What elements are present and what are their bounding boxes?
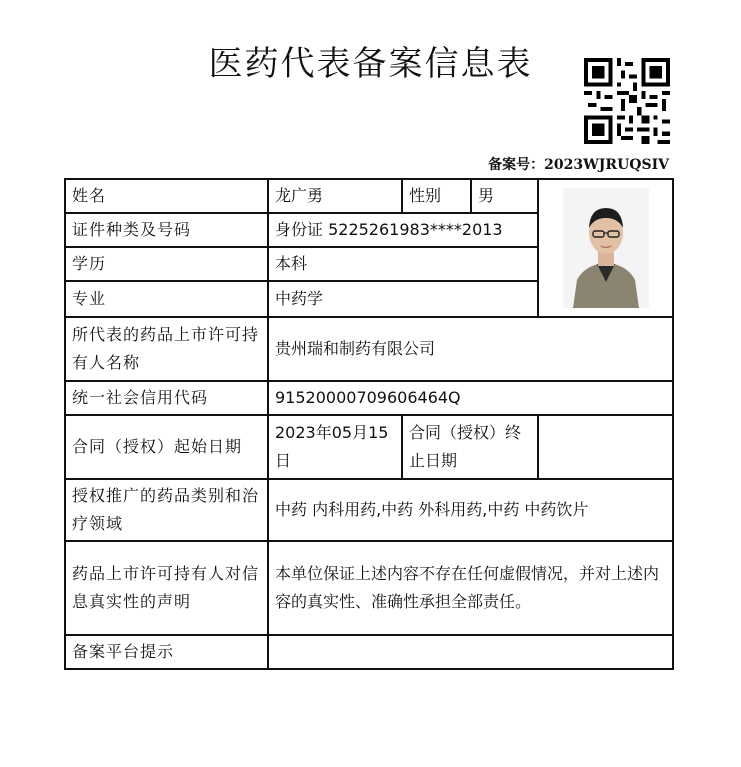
end-date-label: 合同（授权）终止日期 [402, 415, 538, 479]
declaration-label: 药品上市许可持有人对信息真实性的声明 [65, 541, 268, 635]
start-date-value: 2023年05月15日 [268, 415, 402, 479]
major-value: 中药学 [268, 281, 538, 317]
name-value: 龙广勇 [268, 179, 402, 213]
qr-code-icon [584, 58, 670, 144]
declaration-value: 本单位保证上述内容不存在任何虚假情况，并对上述内容的真实性、准确性承担全部责任。 [268, 541, 673, 635]
category-value: 中药 内科用药,中药 外科用药,中药 中药饮片 [268, 479, 673, 541]
page-title: 医药代表备案信息表 [208, 44, 533, 84]
category-label: 授权推广的药品类别和治疗领域 [65, 479, 268, 541]
start-date-label: 合同（授权）起始日期 [65, 415, 268, 479]
credit-value: 91520000709606464Q [268, 381, 673, 415]
platform-value [268, 635, 673, 669]
holder-label: 所代表的药品上市许可持有人名称 [65, 317, 268, 381]
education-value: 本科 [268, 247, 538, 281]
name-label: 姓名 [65, 179, 268, 213]
education-label: 学历 [65, 247, 268, 281]
gender-value: 男 [471, 179, 538, 213]
holder-value: 贵州瑞和制药有限公司 [268, 317, 673, 381]
record-number: 备案号：2023WJRUQSIV [488, 157, 669, 173]
id-label: 证件种类及号码 [65, 213, 268, 247]
info-table [64, 178, 674, 670]
id-value: 身份证 5225261983****2013 [268, 213, 538, 247]
photo-cell [538, 179, 673, 317]
major-label: 专业 [65, 281, 268, 317]
gender-label: 性别 [402, 179, 471, 213]
person-photo-icon [563, 188, 649, 308]
end-date-value [538, 415, 673, 479]
credit-label: 统一社会信用代码 [65, 381, 268, 415]
platform-label: 备案平台提示 [65, 635, 268, 669]
